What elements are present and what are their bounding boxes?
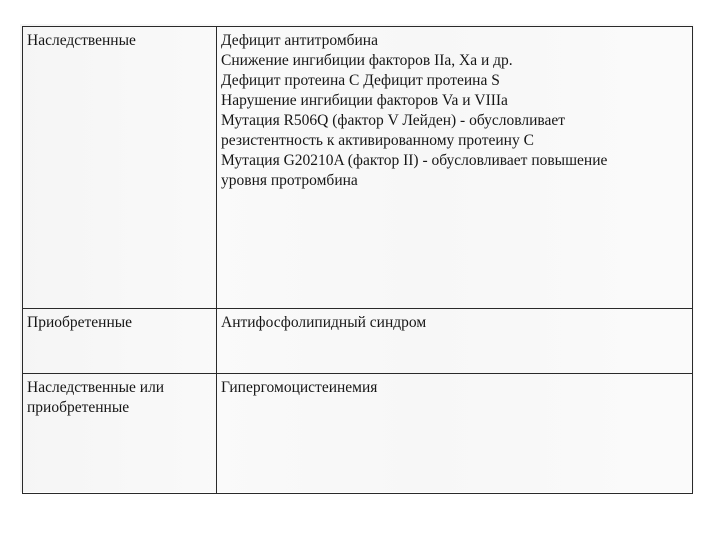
category-cell (23, 374, 217, 494)
item-text: Гипергомоцистеинемия (221, 379, 378, 396)
category-label: Наследственные (27, 32, 136, 49)
items-cell (217, 374, 693, 494)
item-text: резистентность к активированному протеину C (221, 132, 534, 149)
item-text: Дефицит протеина C Дефицит протеина S (221, 72, 500, 89)
items-cell (217, 309, 693, 374)
items-cell (217, 27, 693, 309)
thrombophilia-table (22, 26, 693, 494)
category-cell (23, 27, 217, 309)
item-text: Нарушение ингибиции факторов Va и VIIIa (221, 92, 508, 109)
item-text: Снижение ингибиции факторов IIa, Xa и др. (221, 52, 513, 69)
table-row (23, 309, 693, 374)
category-label: Приобретенные (27, 314, 133, 331)
table-row (23, 27, 693, 309)
item-text: Мутация R506Q (фактор V Лейден) - обусловливает (221, 112, 566, 129)
category-label: приобретенные (27, 399, 130, 416)
category-label: Наследственные или (27, 379, 165, 396)
item-text: Мутация G20210A (фактор II) - обусловливает повышение (221, 152, 608, 169)
item-text: Дефицит антитромбина (221, 32, 378, 49)
item-text: Антифосфолипидный синдром (221, 314, 427, 331)
category-cell (23, 309, 217, 374)
table-row (23, 374, 693, 494)
item-text: уровня протромбина (221, 172, 358, 189)
